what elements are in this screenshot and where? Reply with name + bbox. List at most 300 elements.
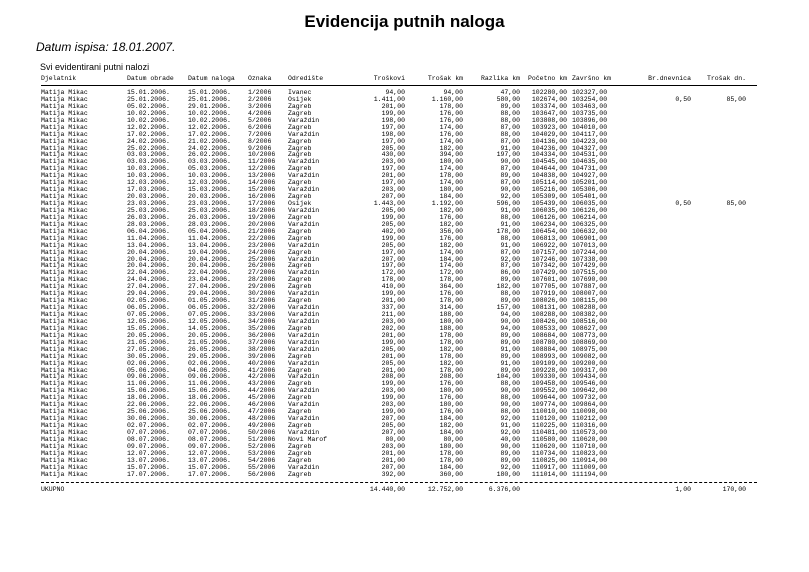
cell-trosak-km: 174,00: [439, 179, 463, 187]
cell-odrediste: Zagreb: [288, 408, 312, 416]
cell-djelatnik: Matija Mikac: [41, 193, 88, 201]
cell-odrediste: Varaždin: [288, 269, 320, 277]
cell-datum-naloga: 11.04.2006.: [188, 234, 231, 242]
cell-zavrsno-km: 111009,00: [572, 463, 608, 471]
cell-zavrsno-km: 107429,00: [572, 262, 608, 270]
cell-odrediste: Zagreb: [288, 109, 312, 117]
cell-zavrsno-km: 106632,00: [572, 227, 608, 235]
cell-djelatnik: Matija Mikac: [41, 123, 88, 131]
cell-odrediste: Zagreb: [288, 262, 312, 270]
cell-datum-naloga: 26.03.2006.: [188, 213, 231, 221]
cell-razlika-km: 89,00: [500, 456, 520, 464]
cell-troskovi: 199,00: [381, 290, 405, 298]
cell-datum-naloga: 22.06.2006.: [188, 401, 231, 409]
cell-razlika-km: 87,00: [500, 137, 520, 145]
cell-oznaka: 42/2006: [248, 373, 276, 381]
cell-troskovi: 205,00: [381, 206, 405, 214]
cell-razlika-km: 86,00: [500, 269, 520, 277]
cell-trosak-km: 178,00: [439, 331, 463, 339]
cell-datum-obrade: 24.04.2006.: [127, 276, 170, 284]
cell-datum-naloga: 23.04.2006.: [188, 276, 231, 284]
cell-razlika-km: 88,00: [500, 408, 520, 416]
cell-trosak-km: 176,00: [439, 116, 463, 124]
cell-djelatnik: Matija Mikac: [41, 470, 88, 478]
cell-datum-obrade: 10.03.2006.: [127, 165, 170, 173]
cell-djelatnik: Matija Mikac: [41, 394, 88, 402]
cell-datum-obrade: 12.07.2006.: [127, 449, 170, 457]
cell-datum-naloga: 13.04.2006.: [188, 241, 231, 249]
cell-djelatnik: Matija Mikac: [41, 206, 88, 214]
cell-odrediste: Varaždin: [288, 116, 320, 124]
cell-datum-obrade: 20.04.2006.: [127, 262, 170, 270]
cell-djelatnik: Matija Mikac: [41, 331, 88, 339]
cell-djelatnik: Matija Mikac: [41, 304, 88, 312]
cell-razlika-km: 87,00: [500, 179, 520, 187]
cell-oznaka: 44/2006: [248, 387, 276, 395]
cell-troskovi: 430,00: [381, 151, 405, 159]
cell-br-dnevnica: 0,50: [675, 95, 691, 103]
cell-troskovi: 199,00: [381, 213, 405, 221]
cell-trosak-km: 180,00: [439, 442, 463, 450]
cell-odrediste: Zagreb: [288, 227, 312, 235]
cell-datum-naloga: 19.04.2006.: [188, 248, 231, 256]
cell-pocetno-km: 110825,00: [531, 456, 567, 464]
cell-troskovi: 201,00: [381, 297, 405, 305]
cell-trosak-km: 178,00: [439, 172, 463, 180]
cell-djelatnik: Matija Mikac: [41, 422, 88, 429]
cell-odrediste: Varaždin: [288, 463, 320, 471]
cell-datum-naloga: 18.06.2006.: [188, 394, 231, 402]
cell-razlika-km: 180,00: [496, 470, 520, 478]
cell-djelatnik: Matija Mikac: [41, 151, 88, 159]
total-trosak-km: 12.752,00: [427, 485, 463, 493]
cell-pocetno-km: 110481,00: [531, 428, 567, 436]
cell-zavrsno-km: 110212,00: [572, 415, 608, 423]
total-separator: [41, 482, 757, 483]
cell-oznaka: 5/2006: [248, 116, 272, 124]
cell-oznaka: 43/2006: [248, 380, 276, 388]
cell-oznaka: 1/2006: [248, 89, 272, 96]
column-header-trosak-dn: Trošak dn.: [706, 75, 746, 82]
cell-djelatnik: Matija Mikac: [41, 172, 88, 180]
cell-datum-obrade: 20.03.2006.: [127, 193, 170, 201]
cell-troskovi: 207,00: [381, 428, 405, 436]
cell-odrediste: Zagreb: [288, 442, 312, 450]
cell-datum-obrade: 07.05.2006.: [127, 311, 170, 318]
cell-odrediste: Varaždin: [288, 255, 320, 263]
cell-trosak-km: 1.192,00: [431, 200, 463, 207]
cell-razlika-km: 89,00: [500, 449, 520, 457]
cell-odrediste: Zagreb: [288, 449, 312, 457]
cell-datum-naloga: 29.05.2006.: [188, 352, 231, 360]
cell-pocetno-km: 109458,00: [531, 380, 567, 388]
cell-datum-naloga: 26.05.2006.: [188, 345, 231, 353]
cell-pocetno-km: 107919,00: [531, 290, 567, 298]
cell-djelatnik: Matija Mikac: [41, 248, 88, 256]
cell-pocetno-km: 104236,00: [531, 144, 567, 152]
cell-odrediste: Zagreb: [288, 456, 312, 464]
cell-datum-naloga: 20.03.2006.: [188, 193, 231, 201]
cell-troskovi: 197,00: [381, 137, 405, 145]
cell-datum-naloga: 20.04.2006.: [188, 255, 231, 263]
cell-troskovi: 410,00: [381, 283, 405, 291]
cell-zavrsno-km: 110823,00: [572, 449, 608, 457]
cell-datum-obrade: 13.04.2006.: [127, 241, 170, 249]
cell-trosak-km: 394,00: [439, 151, 463, 159]
cell-datum-naloga: 04.06.2006.: [188, 366, 231, 374]
cell-datum-obrade: 10.02.2006.: [127, 116, 170, 124]
cell-djelatnik: Matija Mikac: [41, 463, 88, 471]
cell-odrediste: Osijek: [288, 200, 312, 207]
cell-odrediste: Varaždin: [288, 241, 320, 249]
cell-pocetno-km: 104545,00: [531, 158, 567, 166]
cell-troskovi: 201,00: [381, 172, 405, 180]
cell-oznaka: 27/2006: [248, 269, 276, 277]
cell-pocetno-km: 103374,00: [531, 102, 567, 110]
cell-razlika-km: 90,00: [500, 317, 520, 325]
cell-troskovi: 1.411,00: [373, 95, 405, 103]
cell-trosak-dn: 85,00: [726, 200, 746, 207]
cell-djelatnik: Matija Mikac: [41, 290, 88, 298]
cell-datum-obrade: 15.06.2006.: [127, 387, 170, 395]
cell-datum-obrade: 03.03.2006.: [127, 158, 170, 166]
cell-oznaka: 40/2006: [248, 359, 276, 367]
cell-djelatnik: Matija Mikac: [41, 345, 88, 353]
cell-djelatnik: Matija Mikac: [41, 200, 88, 207]
cell-razlika-km: 92,00: [500, 463, 520, 471]
cell-pocetno-km: 103647,00: [531, 109, 567, 117]
cell-datum-naloga: 05.04.2006.: [188, 227, 231, 235]
cell-datum-naloga: 06.05.2006.: [188, 304, 231, 312]
cell-djelatnik: Matija Mikac: [41, 144, 88, 152]
cell-djelatnik: Matija Mikac: [41, 130, 88, 138]
cell-pocetno-km: 109552,00: [531, 387, 567, 395]
cell-oznaka: 41/2006: [248, 366, 276, 374]
cell-oznaka: 3/2006: [248, 102, 272, 110]
cell-zavrsno-km: 103463,00: [572, 102, 608, 110]
cell-datum-naloga: 25.06.2006.: [188, 408, 231, 416]
cell-djelatnik: Matija Mikac: [41, 213, 88, 221]
column-header-oznaka: Oznaka: [248, 75, 272, 82]
cell-zavrsno-km: 108516,00: [572, 317, 608, 325]
cell-datum-obrade: 06.04.2006.: [127, 227, 170, 235]
cell-pocetno-km: 108684,00: [531, 331, 567, 339]
cell-oznaka: 8/2006: [248, 137, 272, 145]
cell-trosak-km: 180,00: [439, 387, 463, 395]
cell-razlika-km: 91,00: [500, 345, 520, 353]
cell-datum-naloga: 09.07.2006.: [188, 442, 231, 450]
cell-djelatnik: Matija Mikac: [41, 317, 88, 325]
cell-odrediste: Zagreb: [288, 394, 312, 402]
cell-troskovi: 207,00: [381, 193, 405, 201]
cell-razlika-km: 88,00: [500, 234, 520, 242]
table-row: [41, 472, 757, 479]
cell-trosak-km: 178,00: [439, 338, 463, 346]
cell-razlika-km: 89,00: [500, 338, 520, 346]
cell-trosak-km: 182,00: [439, 359, 463, 367]
cell-odrediste: Zagreb: [288, 123, 312, 131]
cell-trosak-km: 182,00: [439, 206, 463, 214]
cell-pocetno-km: 108884,00: [531, 345, 567, 353]
cell-trosak-km: 182,00: [439, 422, 463, 429]
cell-pocetno-km: 109228,00: [531, 366, 567, 374]
cell-odrediste: Varaždin: [288, 359, 320, 367]
cell-djelatnik: Matija Mikac: [41, 241, 88, 249]
cell-troskovi: 94,00: [385, 89, 405, 96]
cell-djelatnik: Matija Mikac: [41, 283, 88, 291]
cell-datum-naloga: 12.02.2006.: [188, 123, 231, 131]
cell-djelatnik: Matija Mikac: [41, 324, 88, 332]
cell-odrediste: Zagreb: [288, 276, 312, 284]
cell-trosak-km: 360,00: [439, 470, 463, 478]
cell-oznaka: 9/2006: [248, 144, 272, 152]
cell-datum-naloga: 23.03.2006.: [188, 200, 231, 207]
cell-zavrsno-km: 107013,00: [572, 241, 608, 249]
cell-oznaka: 25/2006: [248, 255, 276, 263]
cell-trosak-km: 176,00: [439, 130, 463, 138]
cell-razlika-km: 40,00: [500, 435, 520, 443]
cell-troskovi: 205,00: [381, 241, 405, 249]
total-troskovi: 14.440,00: [369, 485, 405, 493]
cell-datum-naloga: 29.01.2006.: [188, 102, 231, 110]
cell-troskovi: 203,00: [381, 317, 405, 325]
cell-trosak-km: 1.160,00: [431, 95, 463, 103]
cell-trosak-km: 174,00: [439, 137, 463, 145]
cell-zavrsno-km: 109200,00: [572, 359, 608, 367]
cell-djelatnik: Matija Mikac: [41, 95, 88, 103]
cell-troskovi: 197,00: [381, 179, 405, 187]
cell-datum-naloga: 15.01.2006.: [188, 89, 231, 96]
cell-datum-naloga: 09.06.2006.: [188, 373, 231, 381]
cell-datum-obrade: 22.04.2006.: [127, 269, 170, 277]
cell-odrediste: Zagreb: [288, 137, 312, 145]
cell-razlika-km: 178,00: [496, 227, 520, 235]
cell-pocetno-km: 105114,00: [531, 179, 567, 187]
cell-odrediste: Varaždin: [288, 387, 320, 395]
cell-pocetno-km: 107157,00: [531, 248, 567, 256]
cell-razlika-km: 88,00: [500, 130, 520, 138]
cell-pocetno-km: 108426,00: [531, 317, 567, 325]
cell-zavrsno-km: 108869,00: [572, 338, 608, 346]
cell-oznaka: 52/2006: [248, 442, 276, 450]
cell-troskovi: 207,00: [381, 415, 405, 423]
cell-zavrsno-km: 110914,00: [572, 456, 608, 464]
cell-pocetno-km: 106126,00: [531, 213, 567, 221]
cell-oznaka: 36/2006: [248, 331, 276, 339]
cell-datum-obrade: 10.03.2006.: [127, 172, 170, 180]
cell-trosak-km: 182,00: [439, 241, 463, 249]
cell-datum-naloga: 25.03.2006.: [188, 206, 231, 214]
total-label: UKUPNO: [41, 485, 65, 493]
cell-datum-obrade: 30.06.2006.: [127, 415, 170, 423]
cell-odrediste: Zagreb: [288, 213, 312, 221]
cell-odrediste: Zagreb: [288, 470, 312, 478]
cell-oznaka: 12/2006: [248, 165, 276, 173]
cell-zavrsno-km: 104927,00: [572, 172, 608, 180]
cell-datum-naloga: 10.02.2006.: [188, 109, 231, 117]
cell-pocetno-km: 110580,00: [531, 435, 567, 443]
cell-zavrsno-km: 110710,00: [572, 442, 608, 450]
cell-troskovi: 337,00: [381, 304, 405, 312]
cell-razlika-km: 90,00: [500, 387, 520, 395]
cell-datum-obrade: 15.01.2006.: [127, 89, 170, 96]
cell-datum-naloga: 20.04.2006.: [188, 262, 231, 270]
cell-datum-obrade: 27.04.2006.: [127, 283, 170, 291]
cell-datum-obrade: 22.06.2006.: [127, 401, 170, 409]
cell-datum-obrade: 25.02.2006.: [127, 144, 170, 152]
cell-razlika-km: 88,00: [500, 380, 520, 388]
cell-pocetno-km: 109109,00: [531, 359, 567, 367]
cell-zavrsno-km: 107244,00: [572, 248, 608, 256]
cell-troskovi: 392,00: [381, 470, 405, 478]
cell-odrediste: Zagreb: [288, 297, 312, 305]
cell-djelatnik: Matija Mikac: [41, 269, 88, 277]
cell-datum-obrade: 12.05.2006.: [127, 317, 170, 325]
cell-razlika-km: 91,00: [500, 220, 520, 228]
cell-razlika-km: 89,00: [500, 331, 520, 339]
cell-oznaka: 13/2006: [248, 172, 276, 180]
report-title: Evidencija putnih naloga: [304, 12, 505, 31]
cell-djelatnik: Matija Mikac: [41, 165, 88, 173]
cell-datum-naloga: 26.02.2006.: [188, 151, 231, 159]
cell-pocetno-km: 110010,00: [531, 408, 567, 416]
column-header-zavrsno-km: Završno km: [572, 75, 612, 82]
cell-zavrsno-km: 109642,00: [572, 387, 608, 395]
cell-djelatnik: Matija Mikac: [41, 401, 88, 409]
cell-zavrsno-km: 107887,00: [572, 283, 608, 291]
cell-troskovi: 197,00: [381, 262, 405, 270]
cell-datum-naloga: 05.03.2006.: [188, 165, 231, 173]
cell-zavrsno-km: 111194,00: [572, 470, 608, 478]
cell-razlika-km: 104,00: [496, 373, 520, 381]
cell-oznaka: 45/2006: [248, 394, 276, 402]
cell-datum-obrade: 27.05.2006.: [127, 345, 170, 353]
cell-datum-obrade: 30.05.2006.: [127, 352, 170, 360]
cell-datum-naloga: 30.06.2006.: [188, 415, 231, 423]
cell-zavrsno-km: 102327,00: [572, 89, 608, 96]
cell-trosak-km: 182,00: [439, 220, 463, 228]
cell-odrediste: Varaždin: [288, 206, 320, 214]
cell-trosak-dn: 85,00: [726, 95, 746, 103]
cell-oznaka: 2/2006: [248, 95, 272, 103]
cell-odrediste: Zagreb: [288, 248, 312, 256]
cell-troskovi: 201,00: [381, 102, 405, 110]
cell-oznaka: 16/2006: [248, 193, 276, 201]
cell-trosak-km: 176,00: [439, 290, 463, 298]
cell-zavrsno-km: 105306,00: [572, 186, 608, 194]
cell-razlika-km: 90,00: [500, 186, 520, 194]
column-header-br-dnevnica: Br.dnevnica: [648, 75, 691, 82]
cell-djelatnik: Matija Mikac: [41, 262, 88, 270]
cell-oznaka: 7/2006: [248, 130, 272, 138]
cell-zavrsno-km: 104531,00: [572, 151, 608, 159]
cell-odrediste: Varaždin: [288, 331, 320, 339]
cell-odrediste: Zagreb: [288, 366, 312, 374]
cell-odrediste: Varaždin: [288, 428, 320, 436]
cell-datum-naloga: 10.02.2006.: [188, 116, 231, 124]
travel-orders-table: [41, 76, 757, 495]
cell-oznaka: 6/2006: [248, 123, 272, 131]
cell-datum-obrade: 13.07.2006.: [127, 456, 170, 464]
cell-zavrsno-km: 108773,00: [572, 331, 608, 339]
cell-djelatnik: Matija Mikac: [41, 186, 88, 194]
column-header-datum-obrade: Datum obrade: [127, 75, 174, 82]
cell-datum-obrade: 02.06.2006.: [127, 359, 170, 367]
cell-datum-obrade: 26.03.2006.: [127, 213, 170, 221]
cell-razlika-km: 89,00: [500, 297, 520, 305]
cell-trosak-km: 178,00: [439, 276, 463, 284]
cell-oznaka: 29/2006: [248, 283, 276, 291]
cell-odrediste: Varaždin: [288, 158, 320, 166]
cell-datum-obrade: 25.06.2006.: [127, 408, 170, 416]
cell-trosak-km: 188,00: [439, 311, 463, 318]
cell-razlika-km: 91,00: [500, 144, 520, 152]
cell-trosak-km: 176,00: [439, 109, 463, 117]
cell-troskovi: 178,00: [381, 276, 405, 284]
cell-razlika-km: 87,00: [500, 262, 520, 270]
cell-pocetno-km: 105216,00: [531, 186, 567, 194]
cell-troskovi: 199,00: [381, 109, 405, 117]
cell-troskovi: 201,00: [381, 456, 405, 464]
cell-zavrsno-km: 104223,00: [572, 137, 608, 145]
cell-odrediste: Zagreb: [288, 422, 312, 429]
cell-zavrsno-km: 106901,00: [572, 234, 608, 242]
cell-pocetno-km: 106234,00: [531, 220, 567, 228]
cell-pocetno-km: 104334,00: [531, 151, 567, 159]
cell-troskovi: 1.443,00: [373, 200, 405, 207]
cell-troskovi: 201,00: [381, 331, 405, 339]
cell-trosak-km: 176,00: [439, 213, 463, 221]
cell-razlika-km: 88,00: [500, 116, 520, 124]
cell-djelatnik: Matija Mikac: [41, 109, 88, 117]
cell-djelatnik: Matija Mikac: [41, 456, 88, 464]
cell-oznaka: 11/2006: [248, 158, 276, 166]
cell-razlika-km: 197,00: [496, 151, 520, 159]
cell-oznaka: 28/2006: [248, 276, 276, 284]
cell-odrediste: Zagreb: [288, 179, 312, 187]
cell-datum-obrade: 18.06.2006.: [127, 394, 170, 402]
cell-datum-obrade: 02.05.2006.: [127, 297, 170, 305]
cell-odrediste: Ivanec: [288, 89, 312, 96]
cell-oznaka: 38/2006: [248, 345, 276, 353]
cell-br-dnevnica: 0,50: [675, 200, 691, 207]
cell-datum-naloga: 21.05.2006.: [188, 338, 231, 346]
cell-datum-obrade: 20.05.2006.: [127, 331, 170, 339]
cell-zavrsno-km: 106126,00: [572, 206, 608, 214]
cell-oznaka: 22/2006: [248, 234, 276, 242]
cell-datum-naloga: 07.07.2006.: [188, 428, 231, 436]
cell-oznaka: 26/2006: [248, 262, 276, 270]
cell-odrediste: Osijek: [288, 95, 312, 103]
cell-pocetno-km: 106035,00: [531, 206, 567, 214]
cell-oznaka: 50/2006: [248, 428, 276, 436]
cell-troskovi: 402,00: [381, 227, 405, 235]
cell-troskovi: 202,00: [381, 324, 405, 332]
cell-oznaka: 39/2006: [248, 352, 276, 360]
cell-zavrsno-km: 108007,00: [572, 290, 608, 298]
cell-datum-obrade: 15.05.2006.: [127, 324, 170, 332]
cell-trosak-km: 184,00: [439, 428, 463, 436]
cell-odrediste: Varaždin: [288, 401, 320, 409]
cell-pocetno-km: 104029,00: [531, 130, 567, 138]
cell-datum-obrade: 29.04.2006.: [127, 290, 170, 298]
cell-djelatnik: Matija Mikac: [41, 234, 88, 242]
cell-odrediste: Zagreb: [288, 234, 312, 242]
cell-datum-obrade: 25.01.2006.: [127, 95, 170, 103]
cell-razlika-km: 90,00: [500, 442, 520, 450]
cell-pocetno-km: 109330,00: [531, 373, 567, 381]
cell-datum-naloga: 07.05.2006.: [188, 311, 231, 318]
